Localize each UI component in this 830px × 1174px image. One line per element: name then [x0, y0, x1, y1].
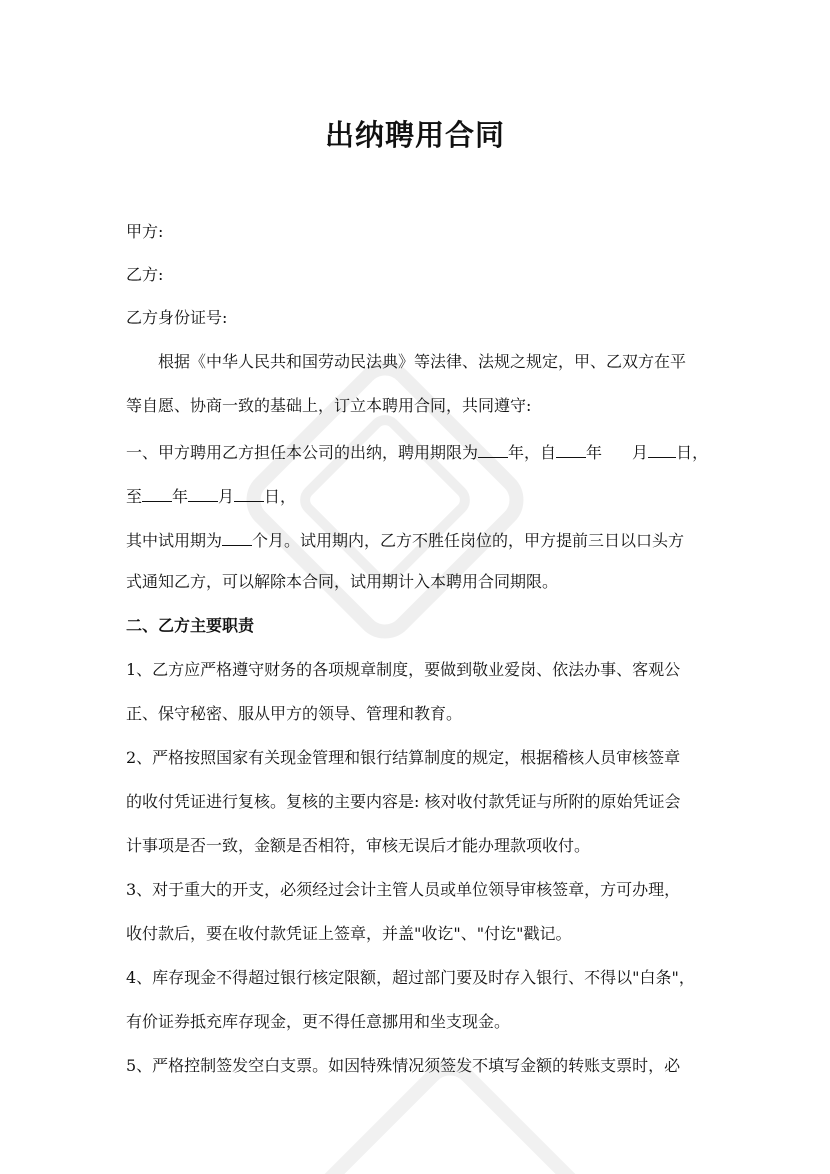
probation-months-blank[interactable] [222, 528, 252, 546]
section1-text: 月 [218, 487, 235, 506]
section1-text: 月 [632, 443, 649, 462]
duty-line: 5、严格控制签发空白支票。如因特殊情况须签发不填写金额的转账支票时，必 [126, 1056, 681, 1075]
duty-line: 计事项是否一致，金额是否相符，审核无误后才能办理款项收付。 [126, 836, 591, 855]
section1-line-3 [126, 528, 706, 551]
section1-text: 日， [676, 443, 709, 462]
section2-heading: 二、乙方主要职责 [126, 616, 255, 635]
duty-line: 有价证券抵充库存现金，更不得任意挪用和坐支现金。 [126, 1012, 511, 1031]
end-year-blank[interactable] [142, 484, 172, 502]
party-b-id-label: 乙方身份证号: [126, 308, 228, 327]
party-b-label: 乙方: [126, 265, 164, 284]
duty-line: 收付款后，要在收付款凭证上签章，并盖"收讫"、"付讫"戳记。 [126, 924, 572, 943]
watermark-logo-bottom [280, 1030, 619, 1174]
section1-text: 个月。试用期内，乙方不胜任岗位的，甲方提前三日以口头方 [252, 531, 685, 550]
section1-line-4: 式通知乙方，可以解除本合同，试用期计入本聘用合同期限。 [126, 572, 559, 591]
section1-text: 年 [172, 487, 189, 506]
section1-text: 至 [126, 487, 143, 506]
preamble-line-1: 根据《中华人民共和国劳动民法典》等法律、法规之规定，甲、乙双方在平 [158, 352, 687, 371]
section1-text: 年，自 [508, 443, 557, 462]
section1-text: 年 [586, 443, 603, 462]
duty-line: 1、乙方应严格遵守财务的各项规章制度，要做到敬业爱岗、依法办事、客观公 [126, 660, 681, 679]
duty-line: 4、库存现金不得超过银行核定限额，超过部门要及时存入银行、不得以"白条"， [126, 968, 695, 987]
end-day-blank[interactable] [234, 484, 264, 502]
section1-text: 一、甲方聘用乙方担任本公司的出纳，聘用期限为 [126, 443, 479, 462]
start-day-blank[interactable] [648, 440, 676, 458]
duty-line: 的收付凭证进行复核。复核的主要内容是: 核对收付款凭证与所附的原始凭证会 [126, 792, 681, 811]
duty-line: 2、严格按照国家有关现金管理和银行结算制度的规定，根据稽核人员审核签章 [126, 748, 681, 767]
duty-line: 正、保守秘密、服从甲方的领导、管理和教育。 [126, 704, 463, 723]
party-a-label: 甲方: [126, 222, 164, 241]
preamble-line-2: 等自愿、协商一致的基础上，订立本聘用合同，共同遵守: [126, 396, 532, 415]
end-month-blank[interactable] [188, 484, 218, 502]
section1-text: 其中试用期为 [126, 531, 223, 550]
term-years-blank[interactable] [478, 440, 508, 458]
section1-line-2 [126, 484, 706, 507]
section1-text: 日， [264, 487, 297, 506]
document-title: 出纳聘用合同 [324, 118, 505, 152]
duty-line: 3、对于重大的开支，必须经过会计主管人员或单位领导审核签章，方可办理， [126, 880, 681, 899]
section1-line-1 [126, 440, 709, 463]
start-year-blank[interactable] [556, 440, 586, 458]
